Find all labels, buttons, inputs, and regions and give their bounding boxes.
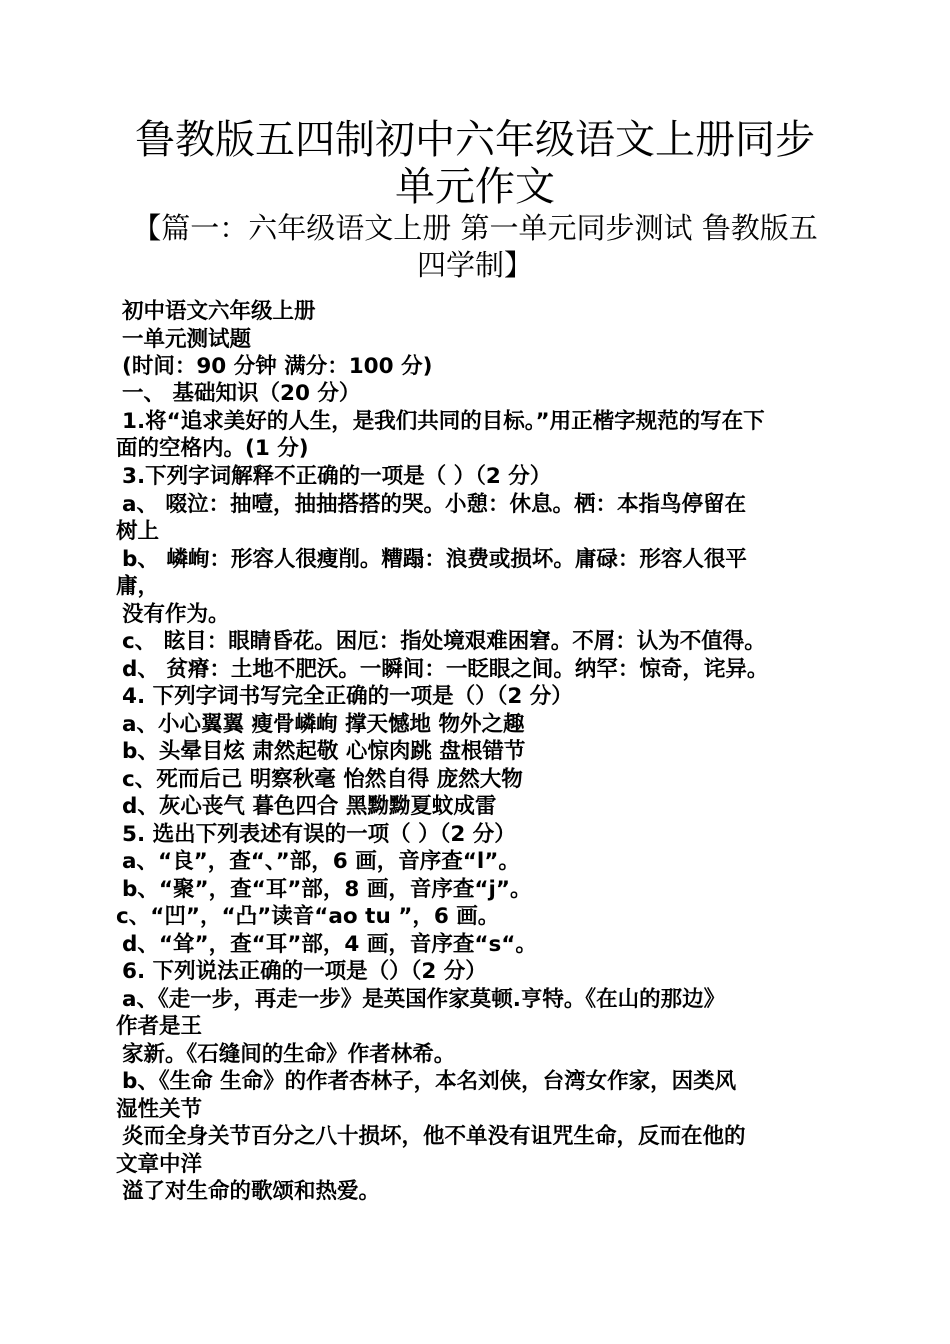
text-line: 作者是王 xyxy=(116,1014,203,1039)
text-line: 3.下列字词解释不正确的一项是（ ）（2 分） xyxy=(122,464,552,489)
text-line: b、“聚”，查“耳”部，8 画，音序查“j”。 xyxy=(122,877,532,902)
text-line: 庸， xyxy=(116,574,160,599)
text-line: c、死而后己 明察秋毫 怡然自得 庞然大物 xyxy=(122,767,523,792)
text-line: 一、 基础知识（20 分） xyxy=(122,381,361,406)
text-line: a、“良”，查“、”部，6 画，音序查“l”。 xyxy=(122,849,520,874)
text-line: 家新。《石缝间的生命》作者林希。 xyxy=(122,1042,456,1067)
text-line: 树上 xyxy=(116,519,160,544)
text-line: b、头晕目炫 肃然起敬 心惊肉跳 盘根错节 xyxy=(122,739,526,764)
text-line: 没有作为。 xyxy=(122,602,230,627)
text-line: b、 嶙峋：形容人很瘦削。糟蹋：浪费或损坏。庸碌：形容人很平 xyxy=(122,547,747,572)
text-line: d、灰心丧气 暮色四合 黑黝黝夏蚊成雷 xyxy=(122,794,497,819)
document-subtitle-line-1: 【篇一：六年级语文上册 第一单元同步测试 鲁教版五 xyxy=(132,211,818,245)
text-line: b、《生命 生命》的作者杏林子，本名刘侠，台湾女作家，因类风 xyxy=(122,1069,737,1094)
text-line: a、 啜泣：抽噎，抽抽搭搭的哭。小憩：休息。栖：本指鸟停留在 xyxy=(122,492,746,517)
text-line: d、“耸”，查“耳”部，4 画，音序查“s“。 xyxy=(122,932,537,957)
text-line: 初中语文六年级上册 xyxy=(122,299,316,324)
text-line: 炎而全身关节百分之八十损坏，他不单没有诅咒生命，反而在他的 xyxy=(122,1124,746,1149)
text-line: 面的空格内。(1 分) xyxy=(116,436,309,461)
text-line: 溢了对生命的歌颂和热爱。 xyxy=(122,1179,381,1204)
document-title-line-2: 单元作文 xyxy=(395,164,555,210)
text-line: d、 贫瘠：土地不肥沃。一瞬间：一眨眼之间。纳罕：惊奇，诧异。 xyxy=(122,657,769,682)
text-line: (时间：90 分钟 满分：100 分) xyxy=(122,354,433,379)
text-line: a、《走一步，再走一步》是英国作家莫顿.亨特。《在山的那边》 xyxy=(122,987,726,1012)
text-line: 一单元测试题 xyxy=(122,327,252,352)
text-line: 6. 下列说法正确的一项是（）（2 分） xyxy=(122,959,487,984)
text-line: 湿性关节 xyxy=(116,1097,203,1122)
text-line: a、小心翼翼 瘦骨嶙峋 撑天憾地 物外之趣 xyxy=(122,712,525,737)
text-line: 文章中洋 xyxy=(116,1152,203,1177)
text-line: 5. 选出下列表述有误的一项（ ）（2 分） xyxy=(122,822,516,847)
text-line: 1.将“追求美好的人生，是我们共同的目标。”用正楷字规范的写在下 xyxy=(122,409,765,434)
document-subtitle-line-2: 四学制】 xyxy=(416,248,533,282)
text-line: c、“凹”，“凸”读音“ao tu ”，6 画。 xyxy=(116,904,500,929)
text-line: 4. 下列字词书写完全正确的一项是（）（2 分） xyxy=(122,684,573,709)
document-title-line-1: 鲁教版五四制初中六年级语文上册同步 xyxy=(135,117,815,163)
text-line: c、 眩目：眼睛昏花。困厄：指处境艰难困窘。不屑：认为不值得。 xyxy=(122,629,766,654)
